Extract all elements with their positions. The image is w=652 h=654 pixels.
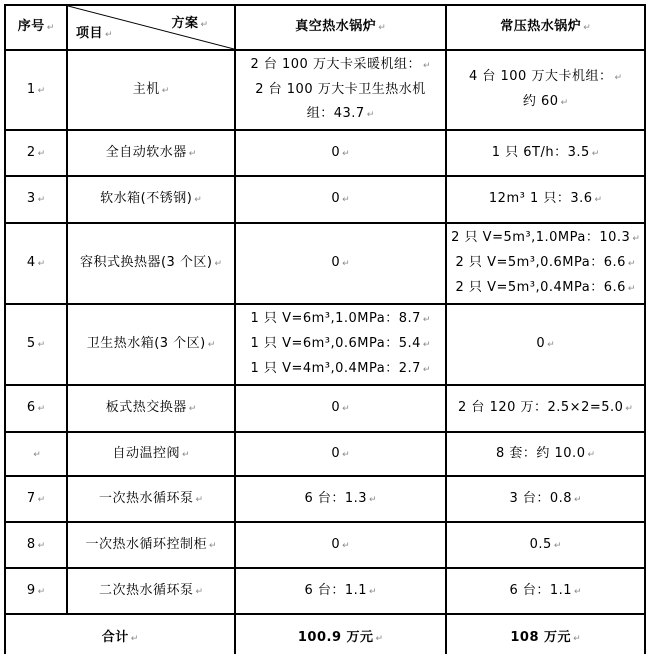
total-row [5, 614, 645, 654]
seq-cell: 8 ↵ [5, 522, 67, 568]
atmospheric-value-cell: 4 台 100 万大卡机组： ↵ 约 60 ↵ [446, 50, 645, 130]
atmospheric-value-cell: 6 台：1.1 ↵ [446, 568, 645, 614]
header-seq-cell: 序号 ↵ [5, 5, 67, 50]
header-scheme-label: 方案 ↵ [171, 16, 208, 31]
item-cell: 主机 ↵ [67, 50, 235, 130]
item-cell: 一次热水循环控制柜 ↵ [67, 522, 235, 568]
item-cell: 容积式换热器(3 个区) ↵ [67, 223, 235, 304]
header-row [5, 5, 645, 50]
atmospheric-value-cell: 8 套：约 10.0 ↵ [446, 432, 645, 476]
table-row [5, 522, 645, 568]
vacuum-value-cell: 6 台：1.1 ↵ [235, 568, 446, 614]
vacuum-value-cell: 2 台 100 万大卡采暖机组： ↵ 2 台 100 万大卡卫生热水机 组：43.7 ↵ [235, 50, 446, 130]
seq-cell: 2 ↵ [5, 130, 67, 176]
total-label-cell: 合计 ↵ [5, 614, 235, 654]
atmospheric-value-cell: 12m³ 1 只：3.6 ↵ [446, 176, 645, 223]
table-row [5, 304, 645, 385]
item-cell: 自动温控阀 ↵ [67, 432, 235, 476]
table-row [5, 223, 645, 304]
vacuum-value-cell: 6 台：1.3 ↵ [235, 476, 446, 522]
seq-cell: 3 ↵ [5, 176, 67, 223]
item-cell: 软水箱(不锈钢) ↵ [67, 176, 235, 223]
vacuum-value-cell: 0 ↵ [235, 176, 446, 223]
total-vacuum-cell: 100.9 万元 ↵ [235, 614, 446, 654]
atmospheric-value-cell: 2 台 120 万：2.5×2=5.0 ↵ [446, 385, 645, 432]
seq-cell: 5 ↵ [5, 304, 67, 385]
atmospheric-value-cell: 1 只 6T/h：3.5 ↵ [446, 130, 645, 176]
boiler-comparison-table [4, 4, 646, 654]
table-row [5, 176, 645, 223]
vacuum-value-cell: 0 ↵ [235, 432, 446, 476]
seq-cell: 7 ↵ [5, 476, 67, 522]
item-cell: 一次热水循环泵 ↵ [67, 476, 235, 522]
item-cell: 全自动软水器 ↵ [67, 130, 235, 176]
table-row [5, 568, 645, 614]
item-cell: 卫生热水箱(3 个区) ↵ [67, 304, 235, 385]
vacuum-value-cell: 0 ↵ [235, 522, 446, 568]
vacuum-value-cell: 0 ↵ [235, 385, 446, 432]
total-atmospheric-cell: 108 万元 ↵ [446, 614, 645, 654]
seq-cell: 9 ↵ [5, 568, 67, 614]
vacuum-value-cell: 0 ↵ [235, 130, 446, 176]
header-atmospheric-boiler-cell: 常压热水锅炉 ↵ [446, 5, 645, 50]
vacuum-value-cell: 0 ↵ [235, 223, 446, 304]
header-diagonal-cell [67, 5, 235, 50]
item-cell: 板式热交换器 ↵ [67, 385, 235, 432]
table-row [5, 476, 645, 522]
seq-cell: 6 ↵ [5, 385, 67, 432]
item-cell: 二次热水循环泵 ↵ [67, 568, 235, 614]
atmospheric-value-cell: 0.5 ↵ [446, 522, 645, 568]
vacuum-value-cell: 1 只 V=6m³,1.0MPa：8.7 ↵ 1 只 V=6m³,0.6MPa：5.4 ↵ 1 只 V=4m³,0.4MPa：2.7 ↵ [235, 304, 446, 385]
header-item-label: 项目 ↵ [76, 26, 113, 42]
table-row [5, 50, 645, 130]
atmospheric-value-cell: 2 只 V=5m³,1.0MPa：10.3 ↵ 2 只 V=5m³,0.6MPa：6.6 ↵ 2 只 V=5m³,0.4MPa：6.6 ↵ [446, 223, 645, 304]
atmospheric-value-cell: 3 台：0.8 ↵ [446, 476, 645, 522]
header-vacuum-boiler-cell: 真空热水锅炉 ↵ [235, 5, 446, 50]
table-row [5, 432, 645, 476]
table-row [5, 130, 645, 176]
seq-cell: ↵ [5, 432, 67, 476]
atmospheric-value-cell: 0 ↵ [446, 304, 645, 385]
seq-cell: 4 ↵ [5, 223, 67, 304]
seq-cell: 1 ↵ [5, 50, 67, 130]
table-row [5, 385, 645, 432]
